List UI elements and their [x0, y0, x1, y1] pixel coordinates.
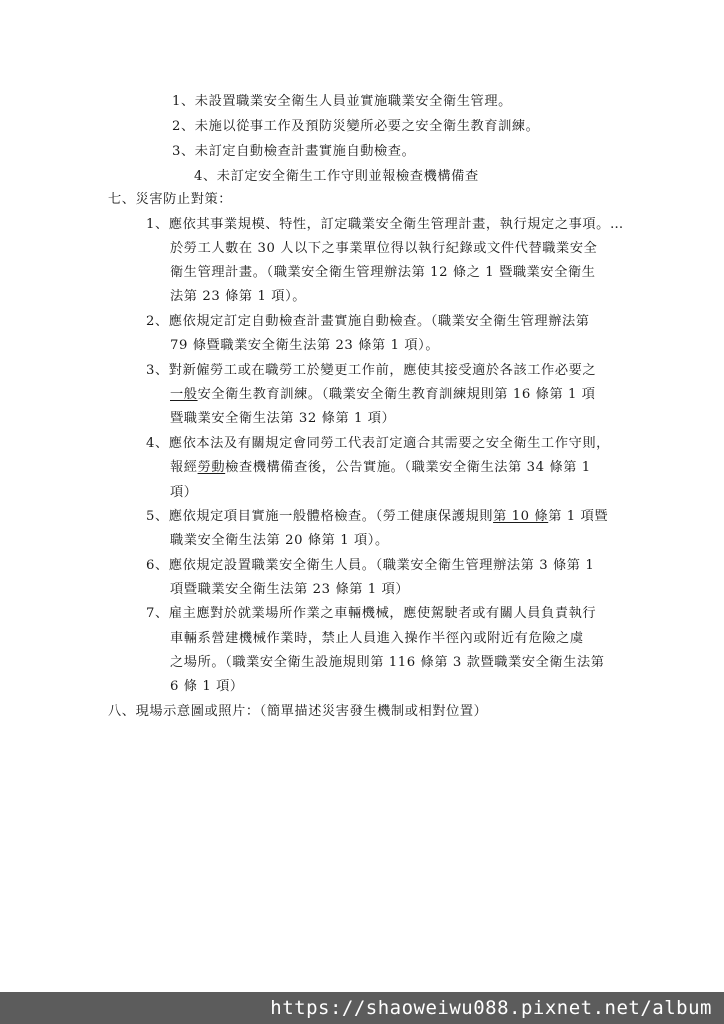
underlined-text: 勞動	[197, 460, 226, 475]
measure-2-line-2: 79 條暨職業安全衛生法第 23 條第 1 項）。	[170, 338, 440, 353]
measure-7-line-4: 6 條 1 項）	[170, 679, 244, 694]
measure-7-line-1: 7、雇主應對於就業場所作業之車輛機械，應使駕駛者或有關人員負責執行	[146, 606, 597, 621]
measure-4-line-2	[170, 459, 591, 477]
watermark-footer-bar	[0, 992, 724, 1024]
measure-6-line-1: 6、應依規定設置職業安全衛生人員。（職業安全衛生管理辦法第 3 條第 1	[146, 558, 595, 573]
line-text: 5、應依規定項目實施一般體格檢查。（勞工健康保護規則	[146, 509, 494, 524]
measure-5-line-1	[146, 508, 608, 526]
measure-4-line-1: 4、應依本法及有關規定會同勞工代表訂定適合其需要之安全衛生工作守則，	[146, 436, 610, 451]
line-text: 安全衛生教育訓練。（職業安全衛生教育訓練規則第 16 條第 1 項	[197, 387, 596, 402]
measure-3-line-3: 暨職業安全衛生法第 32 條第 1 項）	[170, 411, 396, 426]
line-text: 第 1 項暨	[548, 509, 609, 524]
measure-7-line-3: 之場所。（職業安全衛生設施規則第 116 條第 3 款暨職業安全衛生法第	[170, 655, 605, 670]
violation-item-3: 3、未訂定自動檢查計畫實施自動檢查。	[172, 144, 416, 159]
section-8-heading: 八、現場示意圖或照片：（簡單描述災害發生機制或相對位置）	[108, 704, 488, 719]
measure-1-line-4: 法第 23 條第 1 項）。	[170, 289, 307, 304]
measure-2-line-1: 2、應依規定訂定自動檢查計畫實施自動檢查。（職業安全衛生管理辦法第	[146, 314, 590, 329]
line-text: 檢查機構備查後，公告實施。（職業安全衛生法第 34 條第 1	[225, 460, 591, 475]
underlined-text: 第 10 條	[493, 509, 549, 524]
measure-4-line-3: 項）	[170, 485, 198, 500]
measure-6-line-2: 項暨職業安全衛生法第 23 條第 1 項）	[170, 582, 410, 597]
violation-item-2: 2、未施以從事工作及預防災變所必要之安全衛生教育訓練。	[172, 119, 540, 134]
violation-item-1: 1、未設置職業安全衛生人員並實施職業安全衛生管理。	[172, 94, 512, 109]
measure-7-line-2: 車輛系營建機械作業時，禁止人員進入操作半徑內或附近有危險之虞	[170, 631, 584, 646]
line-text: 報經	[170, 460, 198, 475]
measure-5-line-2: 職業安全衛生法第 20 條第 1 項）。	[170, 533, 389, 548]
underlined-text: 一般	[170, 387, 198, 402]
measure-1-line-3: 衛生管理計畫。（職業安全衛生管理辦法第 12 條之 1 暨職業安全衛生	[170, 265, 596, 280]
section-7-heading: 七、災害防止對策：	[108, 192, 233, 207]
measure-3-line-2	[170, 386, 596, 404]
measure-3-line-1: 3、對新僱勞工或在職勞工於變更工作前，應使其接受適於各該工作必要之	[146, 363, 597, 378]
watermark-url: https://shaoweiwu088.pixnet.net/album	[270, 997, 712, 1019]
measure-1-line-2: 於勞工人數在 30 人以下之事業單位得以執行紀錄或文件代替職業安全	[170, 241, 598, 256]
violation-item-4: 4、未訂定安全衛生工作守則並報檢查機構備查	[194, 169, 479, 184]
measure-1-line-1: 1、應依其事業規模、特性，訂定職業安全衛生管理計畫，執行規定之事項。…	[146, 217, 624, 232]
